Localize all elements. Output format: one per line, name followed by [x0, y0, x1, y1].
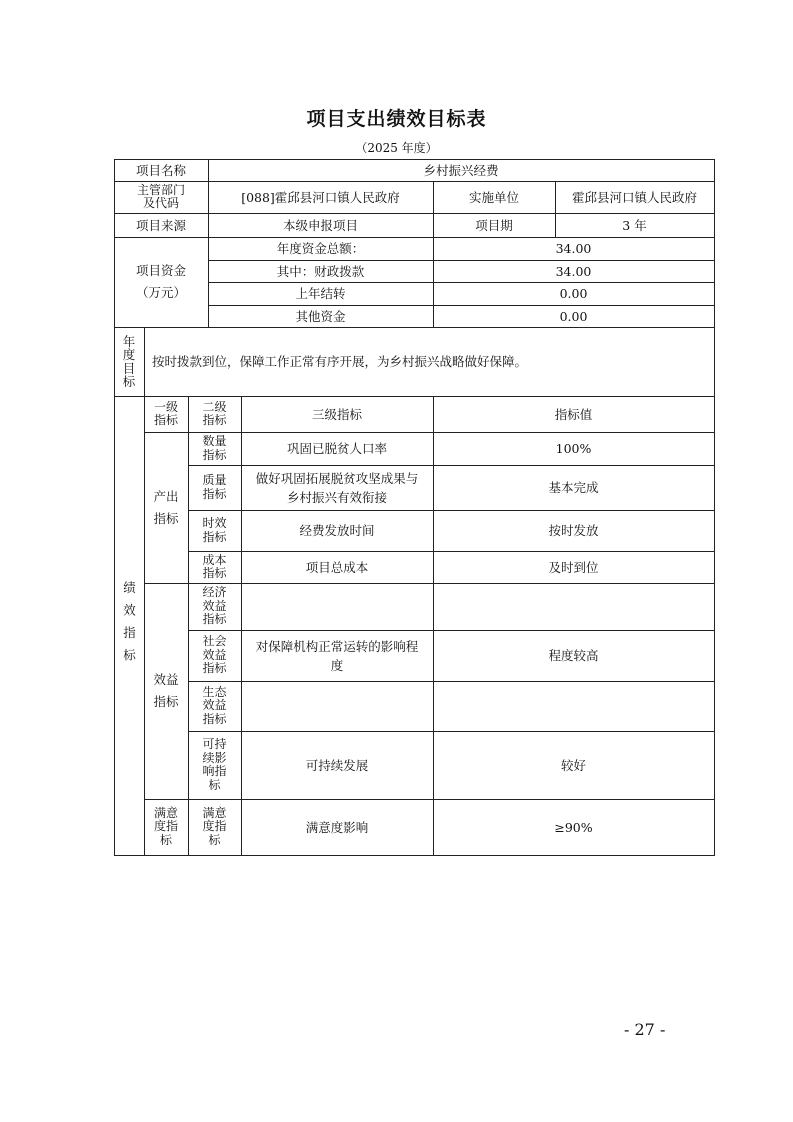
page-number: - 27 - — [624, 1020, 666, 1039]
row-l2: 满意 度指 标 — [202, 805, 227, 847]
row-l3 — [241, 681, 433, 731]
perf-label: 绩效指标 — [121, 580, 137, 671]
row-l2: 数量 指标 — [202, 434, 227, 462]
funds-other-label: 其他资金 — [295, 308, 346, 324]
goal-value: 按时拨款到位，保障工作正常有序开展，为乡村振兴战略做好保障。 — [152, 354, 528, 369]
row-l3: 巩固已脱贫人口率 — [286, 441, 387, 456]
row-l3: 可持续发展 — [305, 757, 369, 773]
row-value: 基本完成 — [548, 480, 599, 495]
row-value: 按时发放 — [548, 523, 599, 538]
row-value: ≥90% — [554, 819, 593, 835]
period-label: 项目期 — [475, 217, 513, 233]
row-l2: 时效 指标 — [202, 516, 227, 544]
dept-label: 主管部门 及代码 — [136, 182, 185, 210]
goal-label: 年 度 目 标 — [122, 333, 136, 389]
funds-fiscal-label: 其中：财政拨款 — [276, 263, 365, 279]
benefit-label: 效益 指标 — [153, 672, 179, 709]
header-value: 指标值 — [554, 406, 593, 422]
row-l3: 满意度影响 — [305, 819, 369, 835]
header-level2: 二级 指标 — [202, 399, 227, 427]
row-l2: 成本 指标 — [202, 552, 227, 580]
row-l2: 可持 续影 响指 标 — [202, 737, 227, 792]
row-value: 100% — [555, 441, 592, 456]
unit-value: 霍邱县河口镇人民政府 — [571, 189, 697, 205]
row-value — [433, 681, 714, 731]
row-l3: 对保障机构正常运转的影响程 度 — [255, 638, 419, 673]
row-l2: 生态 效益 指标 — [202, 684, 227, 726]
project-name-label: 项目名称 — [135, 162, 186, 178]
row-l2: 社会 效益 指标 — [202, 634, 227, 676]
dept-value: [088]霍邱县河口镇人民政府 — [241, 189, 400, 205]
funds-fiscal-value: 34.00 — [555, 263, 592, 279]
header-level1: 一级 指标 — [153, 399, 178, 427]
page-title: 项目支出绩效目标表 — [306, 108, 487, 130]
funds-total-value: 34.00 — [555, 241, 592, 256]
project-name-value: 乡村振兴经费 — [423, 162, 499, 178]
header-level3: 三级指标 — [311, 406, 362, 422]
funds-carryover-value: 0.00 — [559, 286, 588, 301]
row-l3: 经费发放时间 — [299, 523, 375, 538]
row-l3: 项目总成本 — [305, 559, 369, 575]
funds-total-label: 年度资金总额： — [276, 241, 365, 256]
row-value — [433, 583, 714, 630]
row-value: 及时到位 — [548, 559, 599, 575]
row-l3 — [241, 583, 433, 630]
output-label: 产出 指标 — [153, 488, 179, 526]
row-value: 较好 — [560, 757, 586, 773]
funds-carryover-label: 上年结转 — [295, 286, 346, 301]
funds-label: 项目资金 （万元） — [135, 263, 186, 300]
source-value: 本级申报项目 — [282, 217, 358, 233]
satisfaction-label: 满意 度指 标 — [153, 805, 178, 847]
funds-other-value: 0.00 — [559, 308, 588, 324]
row-l3: 做好巩固拓展脱贫攻坚成果与 乡村振兴有效衔接 — [255, 470, 419, 505]
year-subtitle: （2025 年度） — [355, 141, 438, 155]
row-value: 程度较高 — [548, 648, 599, 663]
period-value: 3 年 — [622, 217, 647, 233]
unit-label: 实施单位 — [468, 189, 519, 205]
row-l2: 质量 指标 — [202, 473, 227, 501]
perf-label-cell — [114, 396, 144, 855]
row-l2: 经济 效益 指标 — [202, 585, 227, 627]
source-label: 项目来源 — [135, 217, 186, 233]
